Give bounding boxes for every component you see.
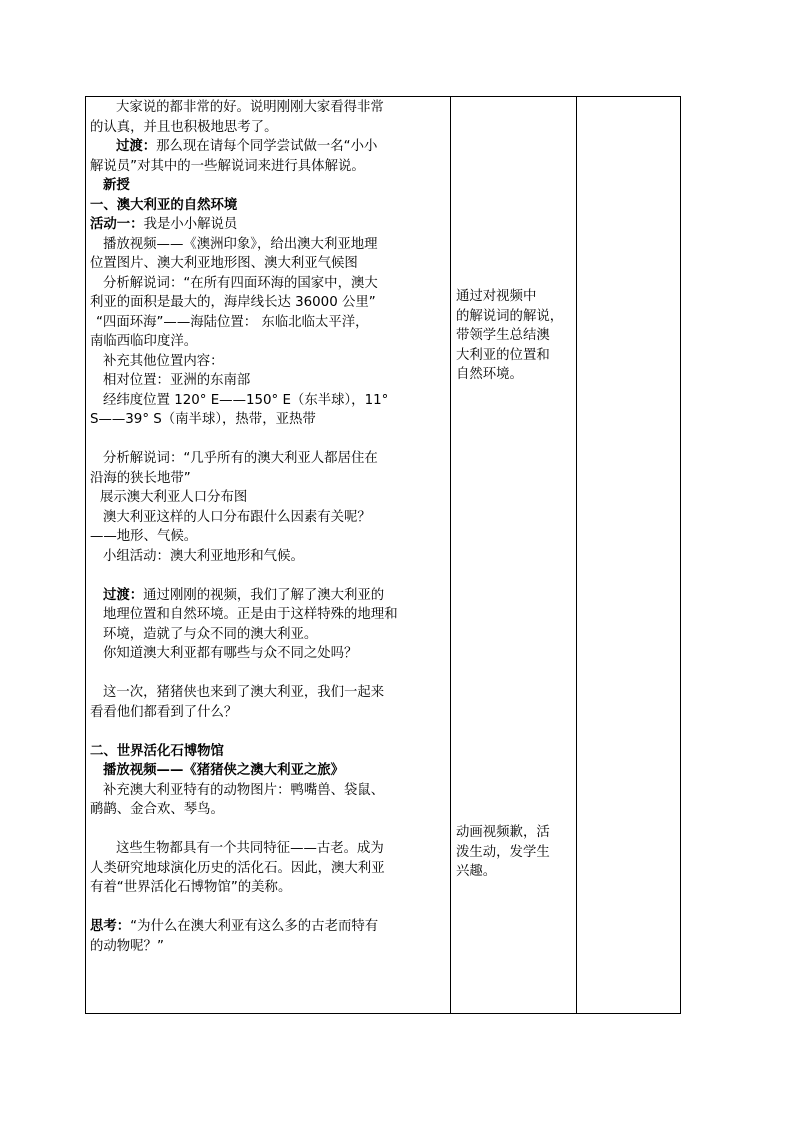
design-intent-block-1 [456, 287, 574, 385]
section-heading: 二、世界活化石博物馆 [90, 743, 224, 759]
text-line: 南临西临印度洋。 [90, 334, 198, 349]
text-line [90, 586, 450, 606]
text-line: 沿海的狭长地带” [90, 470, 191, 486]
text-line: 地理位置和自然环境。正是由于这样特殊的地理和 [103, 607, 398, 622]
text-line [90, 137, 450, 157]
text-span: “为什么在澳大利亚有这么多的古老而特有 [130, 919, 379, 934]
think-label: 思考： [90, 919, 131, 934]
text-line: 经纬度位置 120° E——150° E（东半球），11° [103, 392, 389, 408]
video-title: 播放视频——《猪猪侠之澳大利亚之旅》 [103, 763, 345, 778]
text-line: S——39° S（南半球），热带，亚热带 [90, 412, 316, 427]
text-line [90, 215, 450, 235]
text-line: 分析解说词：“几乎所有的澳大利亚人都居住在 [103, 451, 378, 466]
text-line: 的动物呢？” [90, 938, 164, 954]
text-line: 播放视频——《澳洲印象》，给出澳大利亚地理 [103, 236, 378, 252]
transition-label: 过渡： [116, 139, 157, 154]
text-line: 自然环境。 [456, 367, 523, 382]
text-span: 我是小小解说员 [143, 217, 238, 232]
text-line: 鸸鹋、金合欢、琴鸟。 [90, 802, 224, 817]
text-line: 相对位置：亚洲的东南部 [103, 373, 251, 388]
text-line: 看看他们都看到了什么？ [90, 704, 238, 720]
section-heading: 一、澳大利亚的自然环境 [90, 197, 238, 213]
text-line: 大利亚的位置和 [456, 347, 550, 363]
text-line: 大家说的都非常的好。说明刚刚大家看得非常 [116, 100, 384, 115]
text-line: 解说员”对其中的一些解说词来进行具体解说。 [90, 158, 365, 174]
text-line: 带领学生总结澳 [456, 328, 550, 343]
text-line: 环境，造就了与众不同的澳大利亚。 [103, 626, 318, 642]
text-line: 泼生动，发学生 [456, 844, 550, 860]
text-span: 那么现在请每个同学尝试做一名“小小 [156, 139, 378, 154]
text-line: 的解说词的解说， [456, 308, 564, 324]
text-line: 利亚的面积是最大的，海岸线长达 36000 公里” [90, 295, 376, 310]
text-line: 人类研究地球演化历史的活化石。因此，澳大利亚 [90, 860, 385, 876]
section-label: 新授 [103, 178, 130, 193]
text-line: 展示澳大利亚人口分布图 [100, 490, 248, 505]
text-line: 有着“世界活化石博物馆”的美称。 [90, 880, 292, 895]
text-line: 兴趣。 [456, 864, 497, 879]
text-line: ——地形、气候。 [90, 529, 198, 544]
text-line: 澳大利亚这样的人口分布跟什么因素有关呢？ [103, 509, 371, 525]
text-line: 你知道澳大利亚都有哪些与众不同之处吗？ [103, 646, 358, 661]
text-line: 这一次，猪猪侠也来到了澳大利亚，我们一起来 [103, 685, 385, 700]
text-span: 通过刚刚的视频，我们了解了澳大利亚的 [143, 587, 385, 603]
text-line: 通过对视频中 [456, 289, 537, 304]
text-line: 小组活动：澳大利亚地形和气候。 [103, 548, 304, 564]
text-line: 动画视频歉，活 [456, 825, 550, 840]
text-line: 分析解说词：“在所有四面环海的国家中，澳大 [103, 275, 378, 291]
text-line [90, 917, 450, 937]
text-line: 的认真，并且也积极地思考了。 [90, 119, 278, 135]
column-divider-1 [450, 97, 451, 1013]
text-line: 位置图片、澳大利亚地形图、澳大利亚气候图 [90, 256, 358, 271]
column-divider-2 [576, 97, 577, 1013]
transition-label: 过渡： [103, 587, 144, 603]
lesson-table [85, 96, 681, 1014]
teaching-process-column [90, 98, 450, 956]
text-line: 这些生物都具有一个共同特征——古老。成为 [116, 841, 384, 856]
text-line: 补充澳大利亚特有的动物图片：鸭嘴兽、袋鼠、 [103, 782, 385, 798]
design-intent-block-2 [456, 823, 574, 882]
text-line: 补充其他位置内容： [103, 353, 224, 369]
activity-label: 活动一： [90, 217, 144, 232]
text-line: “四面环海”——海陆位置： 东临北临太平洋， [96, 314, 369, 330]
